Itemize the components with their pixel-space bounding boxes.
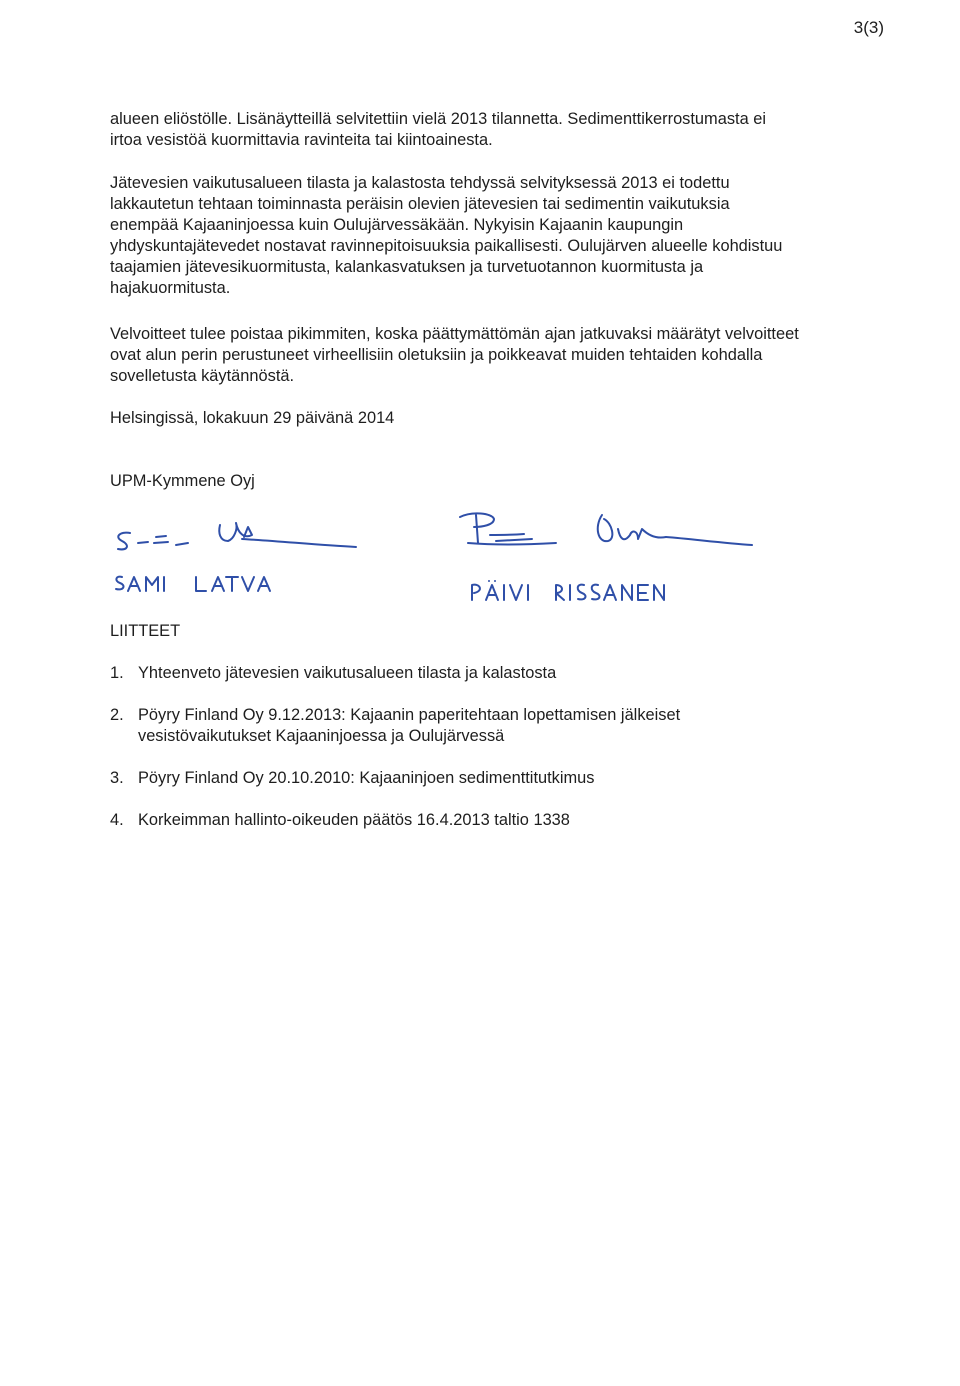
attachment-number: 4. <box>110 811 124 829</box>
paragraph-line: alueen eliöstölle. Lisänäytteillä selvitettiin vielä 2013 tilannetta. Sedimenttikerrostumasta ei <box>110 110 766 128</box>
attachment-number: 1. <box>110 664 124 682</box>
attachment-text-continued: vesistövaikutukset Kajaaninjoessa ja Oulujärvessä <box>138 727 505 745</box>
paragraph-line: hajakuormitusta. <box>110 279 231 297</box>
paragraph-line: Jätevesien vaikutusalueen tilasta ja kalastosta tehdyssä selvityksessä 2013 ei todettu <box>110 174 730 192</box>
paragraph-line: irtoa vesistöä kuormittavia ravinteita tai kiintoainesta. <box>110 131 493 149</box>
paragraph-2 <box>110 173 900 299</box>
signature-sami-latva <box>108 515 378 605</box>
paragraph-line: sovelletusta käytännöstä. <box>110 367 295 385</box>
signature-paivi-rissanen <box>452 505 762 605</box>
company-name <box>110 471 900 492</box>
attachment-number: 3. <box>110 769 124 787</box>
company-name-text: UPM-Kymmene Oyj <box>110 472 255 490</box>
attachment-text: Yhteenveto jätevesien vaikutusalueen tilasta ja kalastosta <box>138 664 557 682</box>
place-date <box>110 408 900 429</box>
attachments-heading-text: LIITTEET <box>110 622 181 640</box>
attachment-number: 2. <box>110 706 124 724</box>
paragraph-line: ovat alun perin perustuneet virheellisiin oletuksiin ja poikkeavat muiden tehtaiden kohdalla <box>110 346 763 364</box>
attachment-text: Korkeimman hallinto-oikeuden päätös 16.4.2013 taltio 1338 <box>138 811 570 829</box>
paragraph-3 <box>110 324 900 387</box>
paragraph-line: yhdyskuntajätevedet nostavat ravinnepitoisuuksia paikallisesti. Oulujärven alueelle kohdistuu <box>110 237 783 255</box>
attachments-heading <box>110 621 900 642</box>
page-number: 3(3) <box>853 18 884 37</box>
paragraph-line: lakkautetun tehtaan toiminnasta peräisin olevien jätevesien tai sedimentin vaikutuksia <box>110 195 730 213</box>
place-date-text: Helsingissä, lokakuun 29 päivänä 2014 <box>110 409 395 427</box>
paragraph-line: taajamien jätevesikuormitusta, kalankasvatuksen ja turvetuotannon kuormitusta ja <box>110 258 704 276</box>
attachment-text: Pöyry Finland Oy 9.12.2013: Kajaanin paperitehtaan lopettamisen jälkeiset <box>138 706 681 724</box>
paragraph-1 <box>110 109 900 151</box>
paragraph-line: enempää Kajaaninjoessa kuin Oulujärvessäkään. Nykyisin Kajaanin kaupungin <box>110 216 684 234</box>
paragraph-line: Velvoitteet tulee poistaa pikimmiten, koska päättymättömän ajan jatkuvaksi määrätyt velvoitteet <box>110 325 799 343</box>
attachment-text: Pöyry Finland Oy 20.10.2010: Kajaaninjoen sedimenttitutkimus <box>138 769 595 787</box>
